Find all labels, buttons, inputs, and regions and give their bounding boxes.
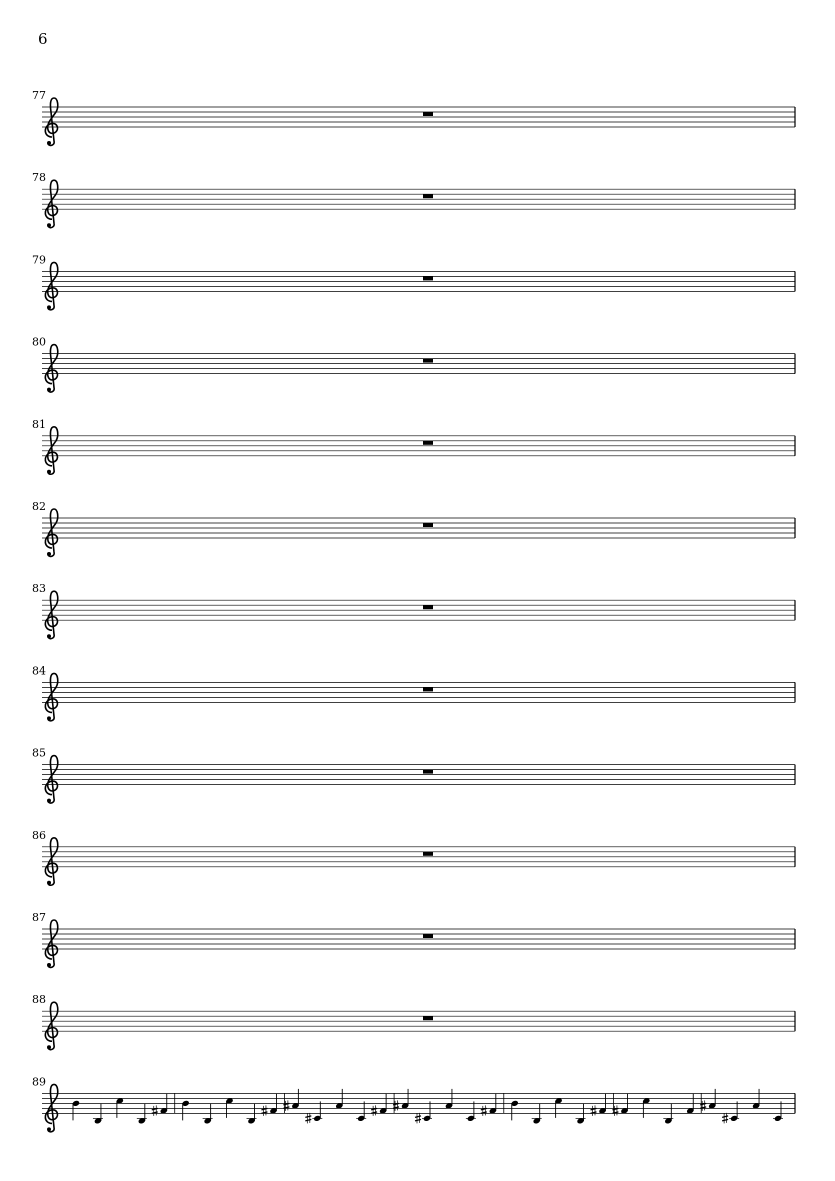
note bbox=[137, 1104, 147, 1125]
whole-rest bbox=[423, 441, 433, 445]
note bbox=[393, 1089, 409, 1111]
clef-tail-dot bbox=[47, 552, 51, 556]
sharp-icon bbox=[481, 1105, 487, 1116]
clef-tail-dot bbox=[47, 141, 51, 145]
measure-number: 80 bbox=[32, 335, 46, 349]
note bbox=[247, 1104, 257, 1125]
measure-number: 84 bbox=[32, 664, 46, 678]
staff-system bbox=[32, 911, 795, 967]
clef-tail-dot bbox=[47, 634, 51, 638]
sharp-icon bbox=[415, 1113, 421, 1124]
sharp-icon bbox=[305, 1113, 311, 1124]
note bbox=[700, 1089, 716, 1111]
staff-system bbox=[32, 1075, 795, 1131]
whole-rest bbox=[423, 687, 433, 691]
note bbox=[466, 1101, 476, 1122]
note bbox=[481, 1094, 497, 1116]
whole-rest bbox=[423, 770, 433, 774]
note bbox=[686, 1094, 694, 1115]
measure-number: 86 bbox=[32, 828, 46, 842]
whole-rest bbox=[423, 934, 433, 938]
note bbox=[591, 1094, 607, 1116]
whole-rest bbox=[423, 359, 433, 363]
sharp-icon bbox=[591, 1105, 597, 1116]
staff-system bbox=[32, 664, 795, 720]
note bbox=[722, 1101, 739, 1123]
note bbox=[93, 1104, 103, 1125]
staff-system bbox=[32, 89, 795, 145]
staff-system bbox=[32, 418, 795, 474]
whole-rest bbox=[423, 605, 433, 609]
note bbox=[663, 1104, 673, 1125]
note bbox=[283, 1089, 299, 1111]
whole-rest bbox=[423, 194, 433, 198]
measure-number: 81 bbox=[32, 417, 46, 431]
clef-tail-dot bbox=[47, 799, 51, 803]
sharp-icon bbox=[261, 1105, 267, 1116]
note bbox=[371, 1094, 387, 1116]
measure-number: 77 bbox=[32, 89, 46, 102]
whole-rest bbox=[423, 852, 433, 856]
staff-system bbox=[32, 336, 795, 392]
note bbox=[752, 1089, 760, 1110]
note bbox=[445, 1089, 453, 1110]
clef-tail-dot bbox=[47, 1127, 51, 1131]
note bbox=[182, 1100, 190, 1121]
note bbox=[356, 1101, 366, 1122]
clef-tail-dot bbox=[47, 470, 51, 474]
note bbox=[415, 1101, 432, 1123]
note bbox=[226, 1097, 234, 1118]
staff-system bbox=[32, 582, 795, 638]
note bbox=[305, 1101, 322, 1123]
sharp-icon bbox=[722, 1113, 728, 1124]
note bbox=[555, 1097, 563, 1118]
note bbox=[612, 1094, 628, 1116]
measure-number: 87 bbox=[32, 911, 46, 924]
staff-system bbox=[32, 500, 795, 556]
measure-number: 78 bbox=[32, 171, 46, 185]
measure-number: 79 bbox=[32, 253, 46, 267]
staff-system bbox=[32, 993, 795, 1049]
whole-rest bbox=[423, 276, 433, 280]
staff-system bbox=[32, 171, 795, 227]
whole-rest bbox=[423, 1016, 433, 1020]
page-number: 6 bbox=[38, 30, 48, 48]
clef-tail-dot bbox=[47, 716, 51, 720]
whole-rest bbox=[423, 112, 433, 116]
sharp-icon bbox=[371, 1105, 377, 1116]
note bbox=[72, 1100, 80, 1121]
note bbox=[152, 1094, 168, 1116]
measure-number: 83 bbox=[32, 582, 46, 596]
clef-tail-dot bbox=[47, 305, 51, 309]
note bbox=[532, 1104, 542, 1125]
measure-number: 88 bbox=[32, 993, 46, 1007]
note bbox=[576, 1104, 586, 1125]
note bbox=[261, 1094, 277, 1116]
note bbox=[642, 1097, 650, 1118]
clef-tail-dot bbox=[47, 223, 51, 227]
clef-tail-dot bbox=[47, 1045, 51, 1049]
sharp-icon bbox=[152, 1105, 158, 1116]
clef-tail-dot bbox=[47, 963, 51, 967]
staff-system bbox=[32, 747, 795, 803]
note bbox=[116, 1097, 124, 1118]
staff-system bbox=[32, 253, 795, 309]
note bbox=[773, 1101, 783, 1122]
measure-number: 82 bbox=[32, 500, 46, 513]
whole-rest bbox=[423, 523, 433, 527]
note bbox=[335, 1089, 343, 1110]
measure-number: 89 bbox=[32, 1075, 46, 1089]
note bbox=[511, 1100, 519, 1121]
measure-number: 85 bbox=[32, 746, 46, 760]
staff-system bbox=[32, 829, 795, 885]
clef-tail-dot bbox=[47, 388, 51, 392]
clef-tail-dot bbox=[47, 881, 51, 885]
note bbox=[203, 1104, 213, 1125]
